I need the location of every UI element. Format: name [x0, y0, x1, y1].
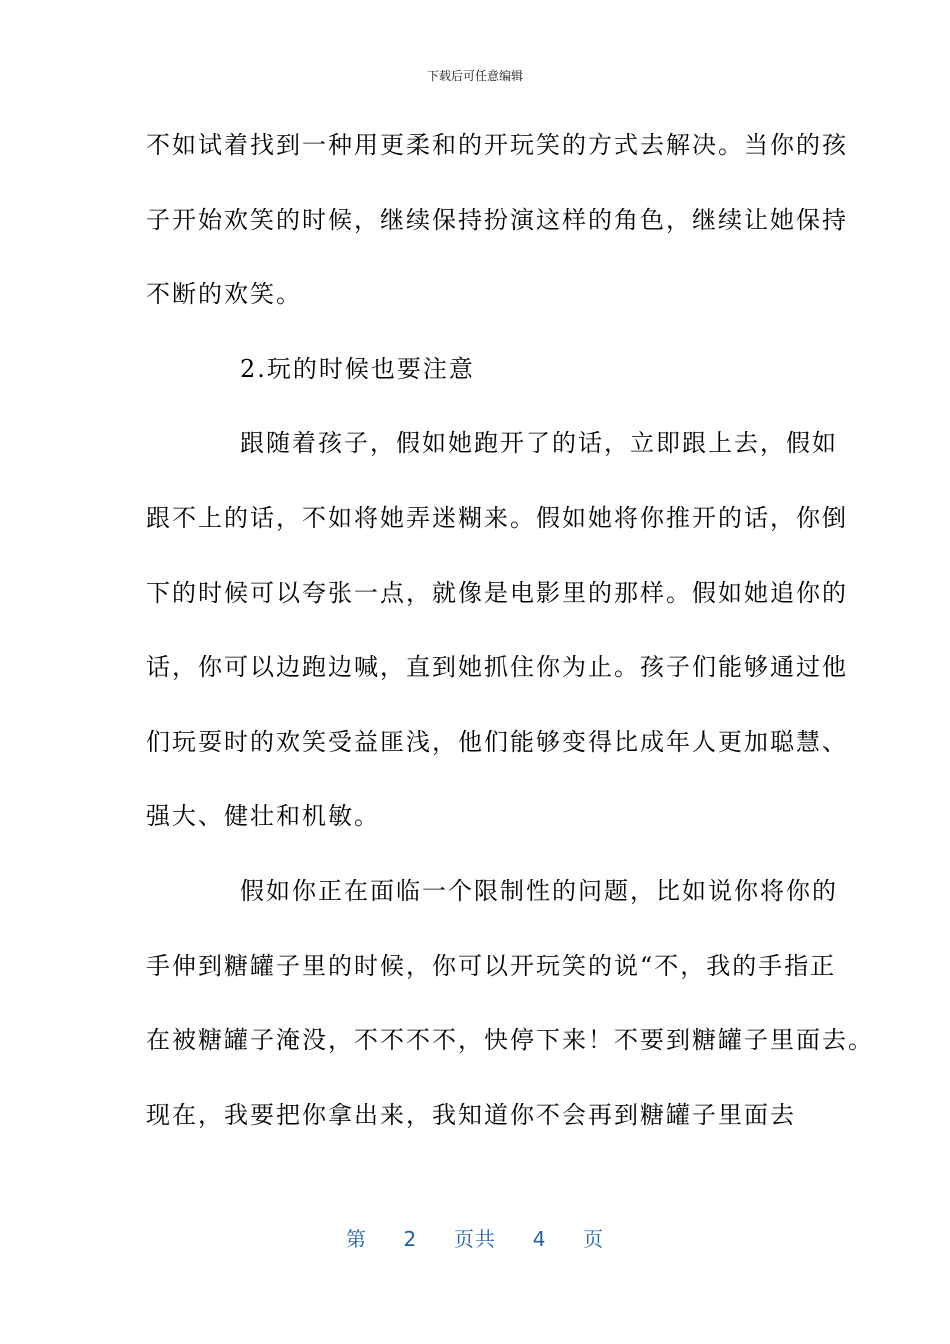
- document-body: [146, 118, 874, 1162]
- text-line-14: 现在，我要把你拿出来，我知道你不会再到糖罐子里面去: [146, 1100, 796, 1129]
- page-label-prefix: 第: [345, 1227, 367, 1251]
- text-line-6: 跟不上的话，不如将她弄迷糊来。假如她将你推开的话，你倒: [146, 503, 848, 532]
- page-label-suffix: 页: [583, 1227, 605, 1251]
- page-footer: [0, 1224, 950, 1254]
- page-header: [0, 68, 950, 84]
- text-line-5: 跟随着孩子，假如她跑开了的话，立即跟上去，假如: [240, 429, 838, 458]
- text-line-3: 不断的欢笑。: [146, 280, 302, 309]
- section-heading: 2.玩的时候也要注意: [240, 354, 475, 383]
- total-pages-number: 4: [532, 1227, 547, 1251]
- text-line-10: 强大、健壮和机敏。: [146, 802, 380, 831]
- text-line-7: 下的时候可以夸张一点，就像是电影里的那样。假如她追你的: [146, 578, 848, 607]
- text-line-1: 不如试着找到一种用更柔和的开玩笑的方式去解决。当你的孩: [146, 131, 848, 159]
- current-page-number: 2: [403, 1227, 418, 1251]
- page-label-mid: 页共: [454, 1227, 496, 1251]
- text-line-8: 话，你可以边跑边喊，直到她抓住你为止。孩子们能够通过他: [146, 653, 848, 682]
- text-line-12: 手伸到糖罐子里的时候，你可以开玩笑的说“不，我的手指正: [146, 951, 837, 980]
- text-line-13: 在被糖罐子淹没，不不不不，快停下来！不要到糖罐子里面去。: [146, 1026, 874, 1055]
- text-line-11: 假如你正在面临一个限制性的问题，比如说你将你的: [240, 876, 838, 905]
- text-line-2: 子开始欢笑的时候，继续保持扮演这样的角色，继续让她保持: [146, 205, 848, 234]
- header-text: 下载后可任意编辑: [426, 69, 523, 83]
- text-line-9: 们玩耍时的欢笑受益匪浅，他们能够变得比成年人更加聪慧、: [146, 727, 848, 756]
